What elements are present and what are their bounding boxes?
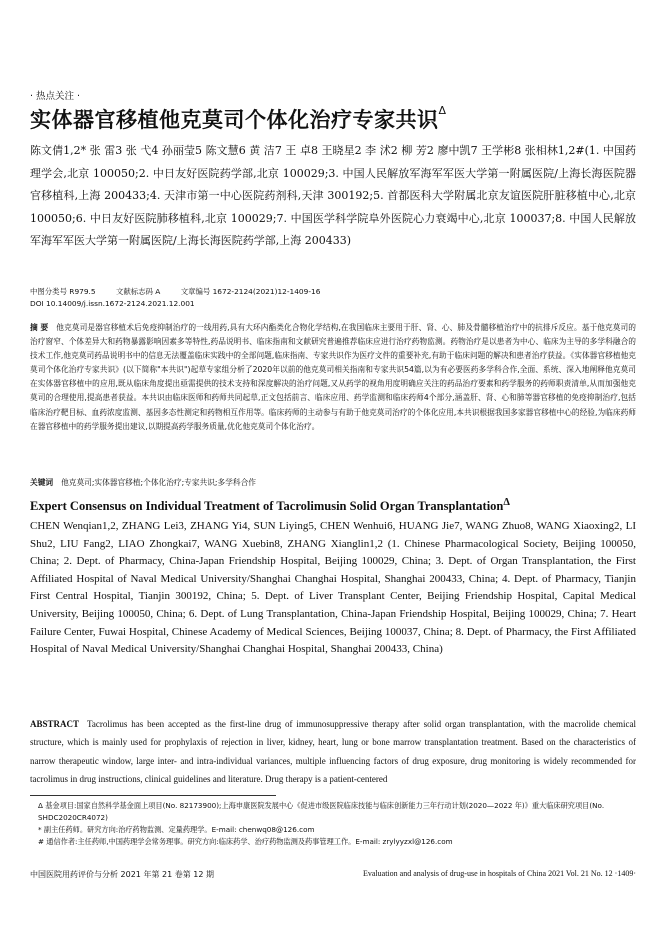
chinese-abstract-text: 他克莫司是器官移植术后免疫抑制治疗的一线用药,具有大环内酯类化合物化学结构,在我国临床主要用于肝、肾、心、肺及骨髓移植治疗中的抗排斥反应。基于他克莫司的治疗窗窄、个体差异大和药物暴露影响因素多等特性,药品说明书、临床指南和文献研究普遍推荐临床应进行治疗药物监测。药物治疗是以患者为中心、临床为主导的多学科融合的技术工作,他克莫司药品说明书中的信息无法覆盖临床实践中的全部问题,临床指南、专家共识作为医疗文件的重要补充,有助于临床问题的解决和患者治疗获益。《实体器官移植他克莫司个体化治疗专家共识》(以下简称"本共识")起草专家组分析了2020年以前的他克莫司相关指南和专家共识54篇,以为有必要医药多学科合作,全面、系统、深入地阐释他克莫司在实体器官移植中的应用,既从临床角度提出亟需提供的技术支持和深度解决的治疗问题,又从药学的视角用度明确应关注的药品治疗要素和药学服务的药师职责清单,从而加强他克莫司的合理使用,提高患者获益。本共识由临床医师和药师共同起草,正文包括前言、临床应用、药学监测和临床药师4个部分,涵盖肝、肾、心和肺等器官移植的免疫抑制治疗,包括临床治疗靶目标、血药浓度监测、基因多态性测定和药物相互作用等。临床药师的主动参与有助于他克莫司治疗的个体化应用,本共识根据我国多家器官移植中心的经验,为临床药师在器官移植中的药学服务提出建议,以期提高药学服务质量,优化他克莫司个体化治疗。	[30, 323, 636, 431]
classification-line	[30, 286, 338, 297]
english-abstract-label: ABSTRACT	[30, 719, 80, 729]
footnote-funding: Δ 基金项目:国家自然科学基金面上项目(No. 82173900);上海申康医院发展中心《促进市级医院临床技能与临床创新能力三年行动计划(2020—2022 年)》重大临床研究项目(No. SHDC2020CR4072)	[38, 801, 605, 822]
chinese-authors-affiliations: 陈文倩1,2* 张 雷3 张 弋4 孙丽莹5 陈文慧6 黄 洁7 王 卓8 王晓星2 李 沭2 柳 芳2 廖中凯7 王学彬8 张相林1,2#(1. 中国药理学会,北京 100050;2. 中日友好医院药学部,北京 100029;3. 中国人民解放军海军军医大学第一附属医院/上海长海医院器官移植科,上海 200433;4. 天津市第一中心医院药剂科,天津 300192;5. 首都医科大学附属北京友谊医院肝脏移植中心,北京 100050;6. 中日友好医院肺移植科,北京 100029;7. 中国医学科学院阜外医院心力衰竭中心,北京 100037;8. 中国人民解放军海军军医大学第一附属医院/上海长海医院药学部,上海 200433)	[30, 144, 636, 247]
title-footnote-mark: Δ	[438, 104, 447, 117]
footnote-first-author: * 副主任药师。研究方向:治疗药物监测、定量药理学。E-mail: chenwq08@126.com	[38, 825, 315, 834]
english-authors-affiliations: CHEN Wenqian1,2, ZHANG Lei3, ZHANG Yi4, SUN Liying5, CHEN Wenhui6, HUANG Jie7, WANG Zhuo8, WANG Xiaoxing2, LI Shu2, LIU Fang2, LIAO Zhongkai7, WANG Xuebin8, ZHANG Xianglin1,2 (1. Chinese Pharmacological Society, Beijing 100050, China; 2. Dept. of Pharmacy, China-Japan Friendship Hospital, Beijing 100029, China; 3. Dept. of Organ Transplantation, the First Affiliated Hospital of Naval Medical University/Shanghai Changhai Hospital, Shanghai 200433, China; 4. Dept. of Pharmacy, Tianjin First Central Hospital, Tianjin 300192, China; 5. Dept. of Liver Transplant Center, Beijing Friendship Hospital, Capital Medical University, Beijing 100050, China; 6. Dept. of Lung Transplantation, China-Japan Friendship Hospital, Beijing 100029, China; 7. Heart Failure Center, Fuwai Hospital, Chinese Academy of Medical Sciences, Beijing 100037, China; 8. Dept. of Pharmacy, the First Affiliated Hospital of Naval Medical University/Shanghai Changhai Hospital, Shanghai 200433, China)	[30, 520, 636, 656]
footer-journal-cn: 中国医院用药评价与分析 2021 年第 21 卷第 12 期	[30, 870, 214, 879]
doi-line	[30, 299, 195, 308]
english-abstract	[30, 715, 636, 789]
article-title	[30, 104, 447, 134]
footnote-divider	[30, 795, 276, 796]
title-text: 实体器官移植他克莫司个体化治疗专家共识	[30, 108, 439, 132]
footer-journal-en: Evaluation and analysis of drug-use in hospitals of China 2021 Vol. 21 No. 12 ·1409·	[362, 869, 636, 878]
chinese-keywords	[30, 477, 256, 488]
chinese-abstract-label: 摘 要	[30, 323, 49, 332]
section-tag: · 热点关注 ·	[30, 91, 81, 102]
chinese-keywords-label: 关键词	[30, 478, 54, 487]
english-title	[30, 497, 510, 514]
article-page	[30, 0, 636, 936]
doi: DOI 10.14009/j.issn.1672-2124.2021.12.001	[30, 299, 195, 308]
english-abstract-text: Tacrolimus has been accepted as the first-line drug of immunosuppressive therapy after solid organ transplantation, with the macrolide chemical structure, which is mainly used for prophylaxis of rejection in liver, kidney, heart, lung or bone marrow transplantation treatment. Based on the characteristics of narrow therapeutic window, large inter- and intra-individual variances, multiple influencing factors of drug exposure, drug monitoring is widely recommended for tacrolimus in drug instructions, clinical guidelines and literature. Drug therapy is a patient-centered	[30, 719, 636, 785]
english-title-footnote-mark: Δ	[503, 497, 510, 508]
document-code: 文献标志码 A	[115, 287, 161, 296]
clc-number: 中图分类号 R979.5	[30, 287, 96, 296]
chinese-abstract	[30, 321, 636, 434]
footnote-corresponding-author: # 通信作者:主任药师,中国药理学会常务理事。研究方向:临床药学、治疗药物监测及药事管理工作。E-mail: zrylyyzxl@126.com	[38, 837, 453, 846]
footnotes	[30, 800, 636, 848]
english-title-text: Expert Consensus on Individual Treatment of Tacrolimusin Solid Organ Transplantation	[30, 499, 504, 514]
article-number: 文章编号 1672-2124(2021)12-1409-16	[180, 287, 321, 296]
chinese-keywords-text: 他克莫司;实体器官移植;个体化治疗;专家共识;多学科合作	[61, 478, 256, 487]
